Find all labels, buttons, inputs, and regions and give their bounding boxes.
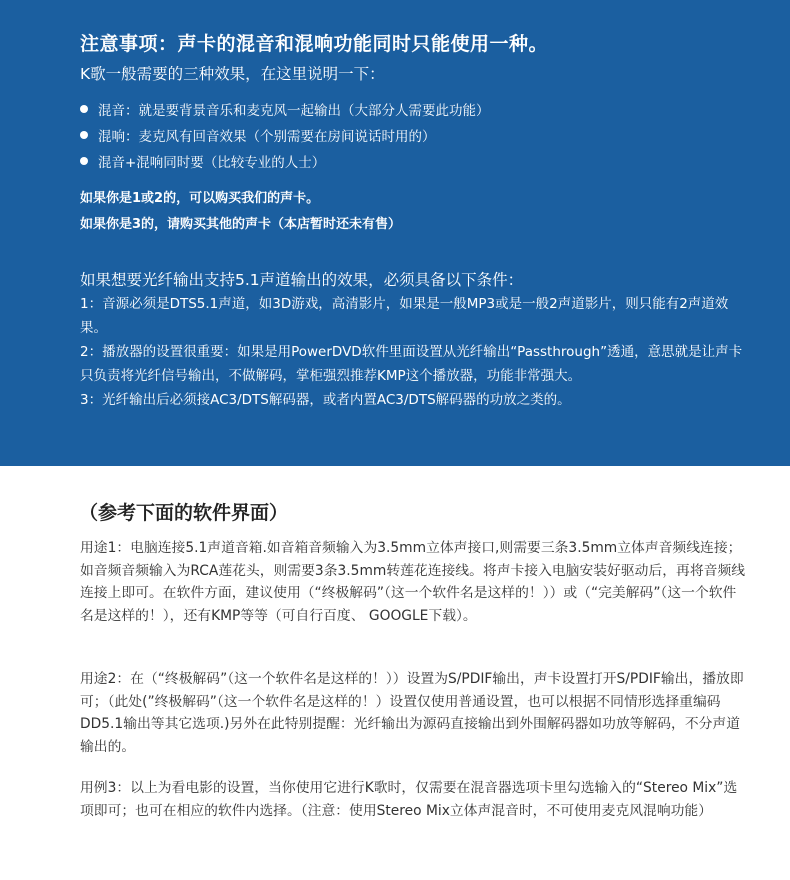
usage-1: 用途1：电脑连接5.1声道音箱.如音箱音频输入为3.5mm立体声接口,则需要三条3.5mm立体声音频线连接；如音频音频输入为RCA莲花头，则需要3条3.5mm转莲花连接线。将声卡接入电脑安装好驱动后，再将音频线连接上即可。在软件方面，建议使用（“终极解码”（这一个软件名是这样的！））或（“完美解码”（这一个软件名是这样的！），还有KMP等等（可自行百度、 GOOGLE下载）。 <box>80 540 746 624</box>
buy-note-1-2: 如果你是1或2的，可以购买我们的声卡。 <box>80 191 320 206</box>
optical-title: 如果想要光纤输出支持5.1声道输出的效果，必须具备以下条件： <box>80 271 524 289</box>
usage-3: 用例3：以上为看电影的设置，当你使用它进行K歌时，仅需要在混音器选项卡里勾选输入的“Stereo Mix”选项即可；也可在相应的软件内选择。（注意：使用Stereo Mix立体声混音时，不可使用麦克风混响功能） <box>80 780 738 819</box>
optical-section <box>80 268 750 412</box>
list-item <box>80 122 490 148</box>
list-item <box>80 96 490 122</box>
notice-heading: 注意事项：声卡的混音和混响功能同时只能使用一种。 <box>80 33 549 55</box>
usage-2: 用途2：在（“终极解码”（这一个软件名是这样的！））设置为S/PDIF输出，声卡设置打开S/PDIF输出，播放即可；（此处(”终极解码”（这一个软件名是这样的！）设置仅使用普通设置，也可以根据不同情形选择重编码DD5.1输出等其它选项.)另外在此特别提醒：光纤输出为源码直接输出到外围解码器如功放等解码，不分声道输出的。 <box>80 671 744 755</box>
effects-list <box>80 96 490 174</box>
optical-condition-2: 2：播放器的设置很重要：如果是用PowerDVD软件里面设置从光纤输出“Passthrough”透通，意思就是让声卡只负责将光纤信号输出，不做解码，掌柜强烈推荐KMP这个播放器，功能非常强大。 <box>80 344 743 384</box>
optical-condition-3: 3：光纤输出后必须接AC3/DTS解码器，或者内置AC3/DTS解码器的功放之类的。 <box>80 392 571 408</box>
effect-reverb: 混响：麦克风有回音效果（个别需要在房间说话时用的） <box>98 129 436 145</box>
software-heading: （参考下面的软件界面） <box>79 502 289 524</box>
effect-both: 混音+混响同时要（比较专业的人士） <box>98 155 326 171</box>
bullet-dot-icon <box>80 105 88 113</box>
bullet-dot-icon <box>80 131 88 139</box>
optical-condition-1: 1：音源必须是DTS5.1声道，如3D游戏，高清影片，如果是一般MP3或是一般2声道影片，则只能有2声道效果。 <box>80 296 729 336</box>
bullet-dot-icon <box>80 157 88 165</box>
list-item <box>80 148 490 174</box>
notice-intro: K歌一般需要的三种效果，在这里说明一下： <box>80 65 385 83</box>
buy-note-3: 如果你是3的，请购买其他的声卡（本店暂时还未有售） <box>80 217 402 232</box>
buy-notes <box>80 186 401 238</box>
effect-mixing: 混音：就是要背景音乐和麦克风一起输出（大部分人需要此功能） <box>98 103 490 119</box>
